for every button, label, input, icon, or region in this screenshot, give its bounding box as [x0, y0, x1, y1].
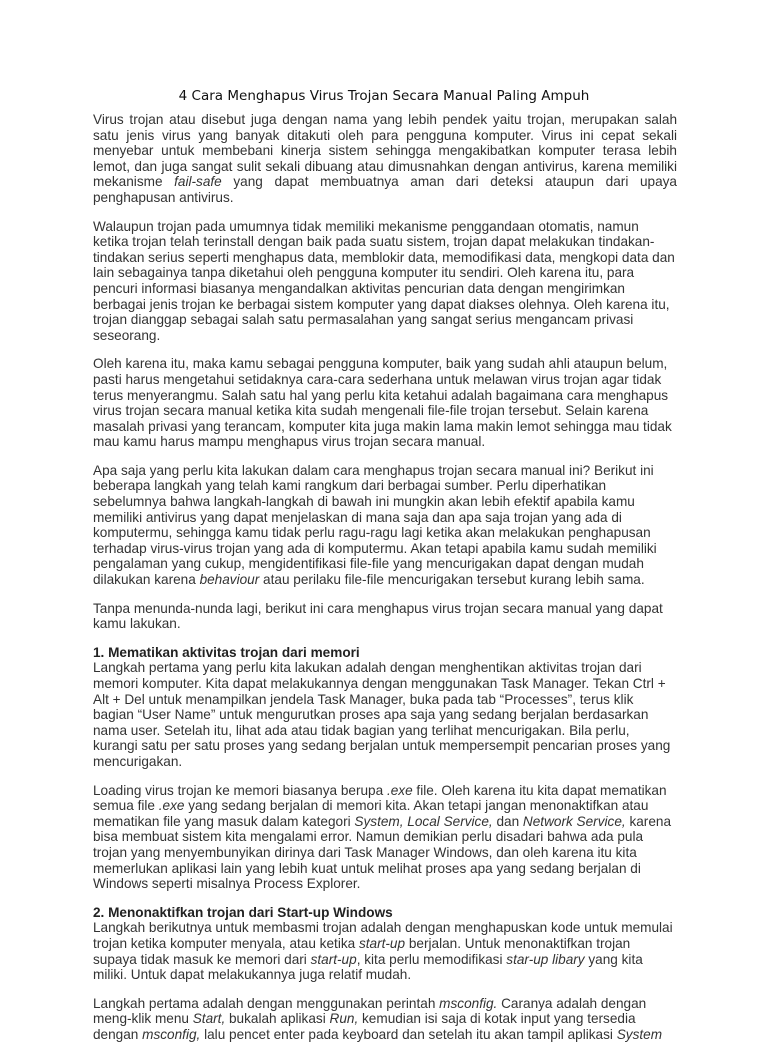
italic-term: Run,: [329, 1011, 359, 1027]
text-run: yang dapat membuatnya aman dari deteksi ataupun dari upaya penghapusan antivirus.: [93, 174, 677, 205]
italic-term: start-up: [358, 935, 406, 951]
text-run: , kita perlu memodifikasi: [356, 951, 507, 967]
text-run: Loading virus trojan ke memori biasanya berupa: [93, 782, 387, 798]
text-run: Caranya adalah dengan meng-klik menu: [93, 995, 647, 1027]
italic-term: Network Service,: [522, 813, 626, 829]
paragraph-2: Walaupun trojan pada umumnya tidak memiliki mekanisme penggandaan otomatis, namun ketika trojan telah terinstall dengan baik pada suatu sistem, trojan dapat melakukan tindakan-tindakan serius seperti menghapus data, memblokir data, memodifikasi data, mengkopi data dan lain sebagainya tanpa diketahui oleh pengguna komputer itu sendiri. Oleh karena itu, para pencuri informasi biasanya mengandalkan aktivitas pencurian data dengan mengirimkan berbagai jenis trojan ke berbagai sistem komputer yang dapat diakses olehnya. Oleh karena itu, trojan dianggap sebagai salah satu permasalahan yang sangat serius mengancam privasi seseorang.: [93, 218, 675, 343]
section-2-paragraph-2: [93, 996, 677, 1043]
italic-term: System, Local Service,: [354, 813, 493, 829]
section-2: [93, 905, 677, 1043]
text-run: Virus trojan atau disebut juga dengan nama yang lebih pendek yaitu trojan, merupakan salah satu jenis virus yang banyak ditakuti oleh para pengguna komputer. Virus ini cepat sekali menyebar untuk membebani kinerja sistem sehingga mengakibatkan komputer terasa lebih lemot, dan juga sangat sulit sekali dibuang atau dimusnahkan dengan antivirus, karena memiliki mekanisme: [93, 112, 677, 190]
text-run: bukalah aplikasi: [225, 1011, 330, 1027]
italic-term: msconfig.: [439, 995, 498, 1011]
text-run: Langkah berikutnya untuk membasmi trojan adalah dengan menghapuskan kode untuk memulai trojan ketika komputer menyala, atau ketika: [93, 920, 673, 951]
intro-paragraph: [93, 112, 677, 206]
document-body: [93, 112, 677, 1055]
document-title: 4 Cara Menghapus Virus Trojan Secara Manual Paling Ampuh: [178, 88, 590, 104]
text-run: file. Oleh karena itu kita dapat mematikan semua file: [93, 782, 667, 814]
section-1: [93, 645, 677, 892]
italic-term: System: [616, 1026, 663, 1042]
section-1-heading: 1. Mematikan aktivitas trojan dari memori: [93, 644, 360, 660]
italic-term: .exe: [158, 798, 185, 814]
italic-term: star-up libary: [506, 951, 585, 967]
paragraph-5: Tanpa menunda-nunda lagi, berikut ini cara menghapus virus trojan secara manual yang dapat kamu lakukan.: [93, 600, 663, 632]
text-run: kemudian isi saja di kotak input yang tersedia dengan: [93, 1011, 636, 1042]
text-run: lalu pencet enter pada keyboard dan setelah itu akan tampil aplikasi: [200, 1026, 617, 1042]
italic-term: msconfig,: [142, 1026, 201, 1042]
section-1-paragraph-1: Langkah pertama yang perlu kita lakukan adalah dengan menghentikan aktivitas trojan dari memori komputer. Kita dapat melakukannya dengan menggunakan Task Manager. Tekan Ctrl + Alt + Del untuk menampilkan jendela Task Manager, buka pada tab “Processes”, terus klik bagian “User Name” untuk mengurutkan proses apa saja yang sedang berjalan berdasarkan nama user. Setelah itu, lihat ada atau tidak bagian yang terlihat mencurigakan. Bila perlu, kurangi satu per satu proses yang sedang berjalan untuk mempersempit pencarian proses yang mencurigakan.: [93, 660, 671, 769]
text-run: Langkah pertama adalah dengan menggunakan perintah: [93, 995, 440, 1011]
section-1-paragraph-2: [93, 783, 677, 892]
italic-term: fail-safe: [174, 174, 222, 190]
paragraph-3: Oleh karena itu, maka kamu sebagai pengguna komputer, baik yang sudah ahli ataupun belum, pasti harus mengetahui setidaknya cara-cara sederhana untuk melawan virus trojan agar tidak terus menyerangmu. Salah satu hal yang perlu kita ketahui adalah bagaimana cara menghapus virus trojan secara manual ketika kita sudah mengenali file-file trojan tersebut. Selain karena masalah privasi yang terancam, komputer kita juga makin lama makin lemot sehingga mau tidak mau kamu harus mampu menghapus virus trojan secara manual.: [93, 356, 672, 450]
italic-term: behaviour: [199, 572, 260, 588]
text-run: dan: [492, 813, 523, 829]
text-run: berjalan. Untuk menonaktifkan trojan supaya tidak masuk ke memori dari: [93, 935, 631, 967]
italic-term: start-up: [310, 951, 357, 967]
italic-term: Start,: [192, 1011, 226, 1027]
text-run: yang kita miliki. Untuk dapat melakukannya juga relatif mudah.: [93, 951, 643, 983]
section-2-paragraph-1: [93, 920, 677, 982]
section-2-heading: 2. Menonaktifkan trojan dari Start-up Windows: [93, 904, 393, 920]
paragraph-4: [93, 463, 677, 588]
text-run: atau perilaku file-file mencurigakan tersebut kurang lebih sama.: [259, 572, 645, 588]
text-run: karena bisa membuat sistem kita mengalami error. Namun demikian perlu disadari bahwa ada pula trojan yang menyembunyikan dirinya dari Task Manager Windows, dan oleh karena itu kita memerlukan aplikasi lain yang lebih kuat untuk melihat proses apa yang sedang berjalan di Windows seperti misalnya Process Explorer.: [93, 813, 672, 892]
text-run: yang sedang berjalan di memori kita. Akan tetapi jangan menonaktifkan atau mematikan file yang masuk dalam kategori: [93, 798, 649, 829]
text-run: Apa saja yang perlu kita lakukan dalam cara menghapus trojan secara manual ini? Berikut ini beberapa langkah yang telah kami rangkum dari berbagai sumber. Perlu diperhatikan sebelumnya bahwa langkah-langkah di bawah ini mungkin akan lebih efektif apabila kamu memiliki antivirus yang dapat menjelaskan di mana saja dan apa saja trojan yang ada di komputermu, sehingga kamu tidak perlu ragu-ragu lagi ketika akan melakukan penghapusan terhadap virus-virus trojan yang ada di komputermu. Akan tetapi apabila kamu sudah memiliki pengalaman yang cukup, mengidentifikasi file-file yang mencurigakan dapat dengan mudah dilakukan karena: [93, 462, 657, 588]
italic-term: .exe: [386, 782, 413, 798]
